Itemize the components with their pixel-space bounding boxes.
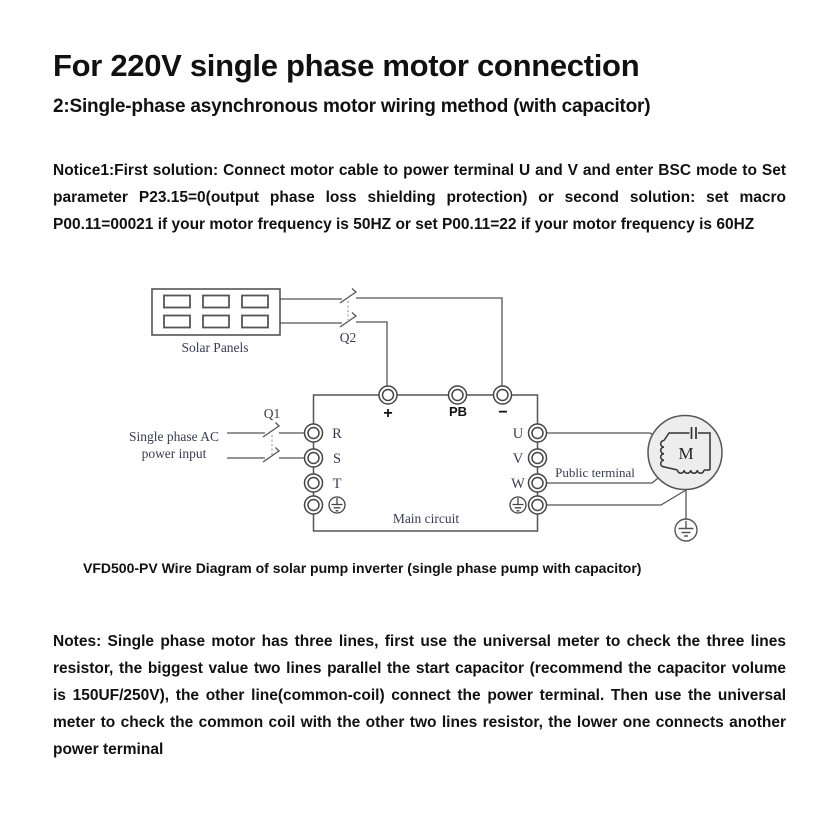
earth-symbol-right bbox=[510, 497, 526, 513]
terminal-r-post bbox=[305, 424, 323, 442]
terminal-plus-post bbox=[379, 386, 397, 404]
main-circuit-label: Main circuit bbox=[392, 511, 460, 526]
breaker-q1-label: Q1 bbox=[263, 406, 281, 421]
terminal-posts bbox=[305, 386, 547, 514]
terminal-u-label: U bbox=[512, 426, 524, 442]
earth-symbol-left bbox=[329, 497, 345, 513]
terminal-pb-post bbox=[449, 386, 467, 404]
page-title: For 220V single phase motor connection bbox=[53, 48, 640, 83]
public-terminal-label: Public terminal bbox=[555, 465, 635, 480]
terminal-ground-right-post bbox=[529, 496, 547, 514]
earth-symbol-motor bbox=[675, 519, 697, 541]
notice-paragraph: Notice1:First solution: Connect motor cable to power terminal U and V and enter BSC mode to Set parameter P23.15=0(output phase loss shielding protection) or second solution: set macro P00.11=00021 if your motor frequency is 50HZ or set P00.11=22 if your motor frequency is 60HZ bbox=[53, 162, 786, 233]
page-subtitle: 2:Single-phase asynchronous motor wiring method (with capacitor) bbox=[53, 96, 651, 117]
terminal-minus-post bbox=[494, 386, 512, 404]
terminal-r-label: R bbox=[332, 426, 342, 442]
terminal-s-post bbox=[305, 449, 323, 467]
dc-wires bbox=[280, 289, 502, 387]
terminal-v-label: V bbox=[512, 451, 524, 467]
notes-paragraph: Notes: Single phase motor has three lines, first use the universal meter to check the three lines resistor, the biggest value two lines parallel the start capacitor (recommend the capacitor volume is 150UF/250V), the other line(common-coil) connect the power terminal. Then use the universal meter to check the common coil with the other two lines resistor, the lower one connects another power terminal bbox=[53, 633, 786, 758]
terminal-ground-left-post bbox=[305, 496, 323, 514]
terminal-u-post bbox=[529, 424, 547, 442]
terminal-minus-label: − bbox=[498, 404, 508, 421]
solar-panels-graphic bbox=[152, 289, 280, 335]
terminal-pb-label: PB bbox=[448, 404, 468, 419]
wiring-diagram-svg bbox=[100, 270, 780, 555]
solar-panels-label: Solar Panels bbox=[181, 340, 249, 355]
terminal-w-post bbox=[529, 474, 547, 492]
terminal-t-post bbox=[305, 474, 323, 492]
terminal-t-label: T bbox=[332, 476, 342, 492]
ac-wires bbox=[227, 423, 304, 463]
terminal-s-label: S bbox=[332, 451, 342, 467]
breaker-q2-label: Q2 bbox=[339, 330, 357, 345]
wiring-diagram bbox=[100, 270, 780, 555]
diagram-caption: VFD500-PV Wire Diagram of solar pump inverter (single phase pump with capacitor) bbox=[83, 560, 642, 576]
terminal-w-label: W bbox=[511, 476, 525, 492]
ac-input-label-line1: Single phase AC bbox=[129, 429, 219, 444]
terminal-v-post bbox=[529, 449, 547, 467]
motor-graphic bbox=[648, 416, 722, 490]
motor-label: M bbox=[678, 444, 694, 463]
terminal-plus-label: + bbox=[383, 405, 393, 422]
ac-input-label-line2: power input bbox=[141, 446, 207, 461]
